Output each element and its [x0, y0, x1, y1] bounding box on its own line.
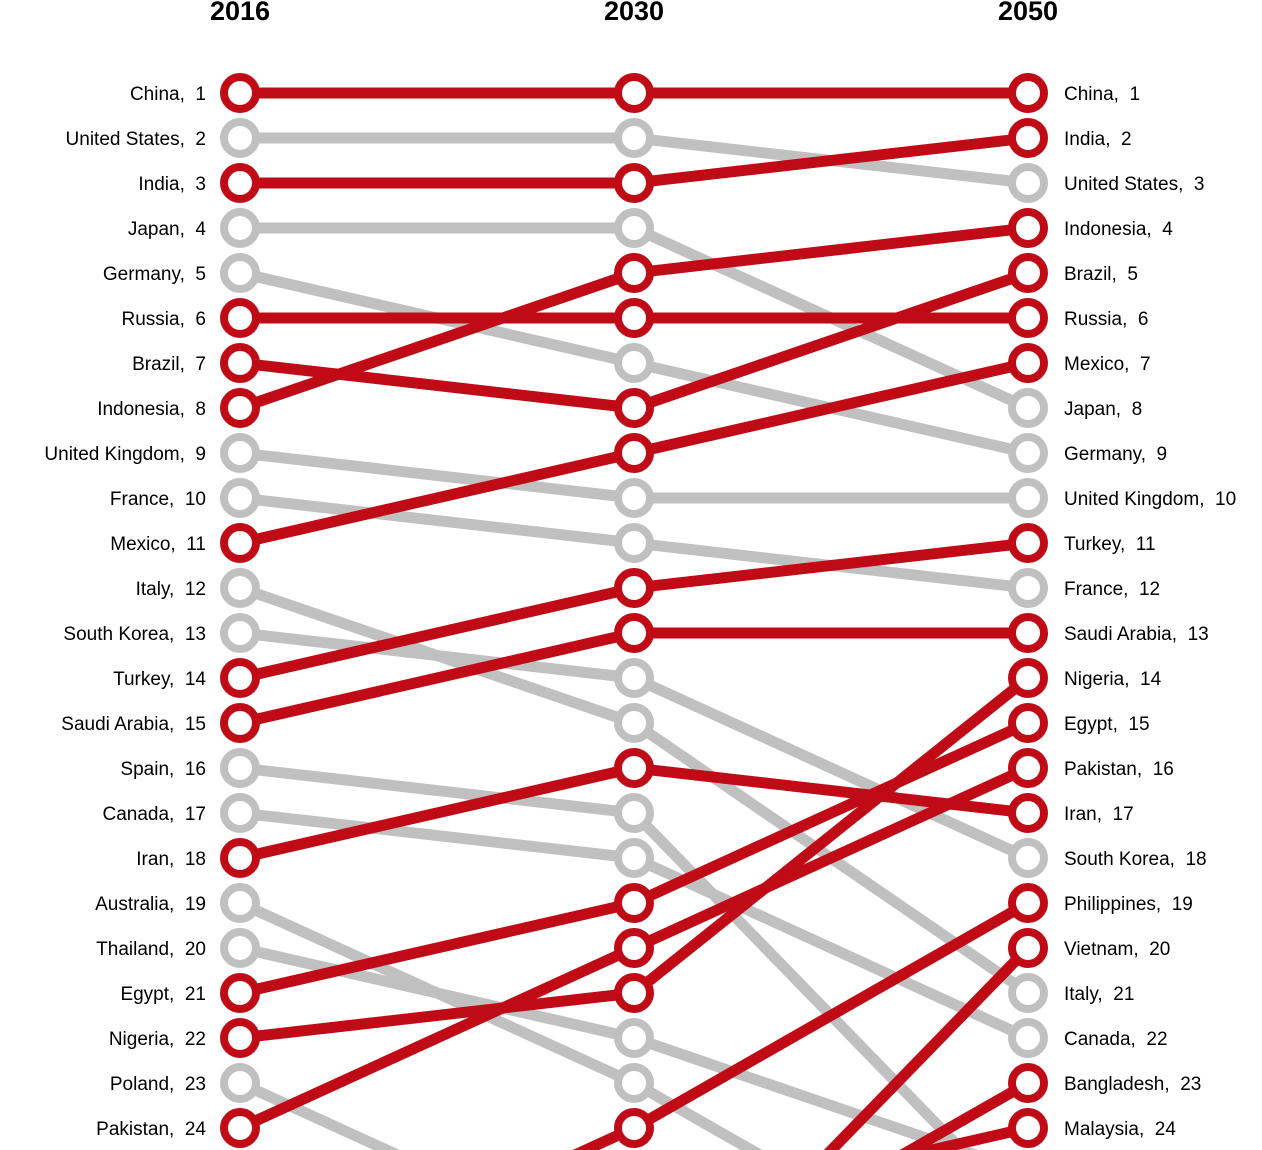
- point-pakistan-2050: [1012, 752, 1044, 784]
- point-india-2030: [618, 167, 650, 199]
- point-turkey-2016: [224, 662, 256, 694]
- point-united-states-2050: [1012, 167, 1044, 199]
- point-turkey-2030: [618, 572, 650, 604]
- point-vietnam-2050: [1012, 932, 1044, 964]
- point-italy-2050: [1012, 977, 1044, 1009]
- point-china-2050: [1012, 77, 1044, 109]
- label-2016-nigeria: Nigeria, 22: [108, 1029, 206, 1050]
- point-poland-2016: [224, 1067, 256, 1099]
- point-egypt-2050: [1012, 707, 1044, 739]
- series-line-south-korea-2016-2030: [240, 633, 634, 678]
- label-2016-iran: Iran, 18: [136, 849, 206, 870]
- point-saudi-arabia-2050: [1012, 617, 1044, 649]
- year-header-2050: 2050: [997, 0, 1059, 26]
- point-china-2030: [618, 77, 650, 109]
- point-canada-2016: [224, 797, 256, 829]
- label-2050-turkey: Turkey, 11: [1064, 534, 1156, 555]
- point-pakistan-2030: [618, 932, 650, 964]
- point-france-2016: [224, 482, 256, 514]
- label-2016-italy: Italy, 12: [135, 579, 206, 600]
- point-nigeria-2030: [618, 977, 650, 1009]
- point-bangladesh-2050: [1012, 1067, 1044, 1099]
- point-south-korea-2016: [224, 617, 256, 649]
- series-line-turkey-2016-2030: [240, 588, 634, 678]
- point-pakistan-2016: [224, 1112, 256, 1144]
- point-iran-2016: [224, 842, 256, 874]
- point-thailand-2016: [224, 932, 256, 964]
- point-nigeria-2050: [1012, 662, 1044, 694]
- label-2050-mexico: Mexico, 7: [1064, 354, 1151, 375]
- point-france-2050: [1012, 572, 1044, 604]
- series-line-mexico-2016-2030: [240, 453, 634, 543]
- series-line-canada-2016-2030: [240, 813, 634, 858]
- label-2050-egypt: Egypt, 15: [1064, 714, 1150, 735]
- label-2016-russia: Russia, 6: [121, 309, 206, 330]
- point-australia-2030: [618, 1067, 650, 1099]
- label-2050-south-korea: South Korea, 18: [1064, 849, 1207, 870]
- point-russia-2050: [1012, 302, 1044, 334]
- label-2050-italy: Italy, 21: [1064, 984, 1135, 1005]
- label-2050-saudi-arabia: Saudi Arabia, 13: [1064, 624, 1209, 645]
- label-2016-indonesia: Indonesia, 8: [97, 399, 206, 420]
- point-philippines-2050: [1012, 887, 1044, 919]
- point-russia-2016: [224, 302, 256, 334]
- point-indonesia-2050: [1012, 212, 1044, 244]
- point-egypt-2016: [224, 977, 256, 1009]
- point-united-kingdom-2030: [618, 482, 650, 514]
- point-indonesia-2030: [618, 257, 650, 289]
- label-2016-india: India, 3: [138, 174, 206, 195]
- point-germany-2030: [618, 347, 650, 379]
- label-2050-united-kingdom: United Kingdom, 10: [1064, 489, 1237, 510]
- label-2050-indonesia: Indonesia, 4: [1064, 219, 1173, 240]
- series-line-saudi-arabia-2016-2030: [240, 633, 634, 723]
- point-south-korea-2030: [618, 662, 650, 694]
- point-australia-2016: [224, 887, 256, 919]
- point-germany-2050: [1012, 437, 1044, 469]
- label-2016-pakistan: Pakistan, 24: [96, 1119, 206, 1140]
- point-brazil-2016: [224, 347, 256, 379]
- label-2050-russia: Russia, 6: [1064, 309, 1149, 330]
- series-line-united-kingdom-2016-2030: [240, 453, 634, 498]
- point-saudi-arabia-2030: [618, 617, 650, 649]
- label-2050-germany: Germany, 9: [1064, 444, 1168, 465]
- point-canada-2050: [1012, 1022, 1044, 1054]
- point-spain-2016: [224, 752, 256, 784]
- label-2050-brazil: Brazil, 5: [1064, 264, 1138, 285]
- point-mexico-2016: [224, 527, 256, 559]
- label-2016-united-states: United States, 2: [65, 129, 206, 150]
- label-2016-japan: Japan, 4: [127, 219, 206, 240]
- label-2050-malaysia: Malaysia, 24: [1064, 1119, 1176, 1140]
- series-line-philippines-2016-2030: [240, 1128, 634, 1150]
- point-indonesia-2016: [224, 392, 256, 424]
- point-mexico-2050: [1012, 347, 1044, 379]
- label-2050-bangladesh: Bangladesh, 23: [1064, 1074, 1202, 1095]
- point-iran-2030: [618, 752, 650, 784]
- point-thailand-2030: [618, 1022, 650, 1054]
- point-mexico-2030: [618, 437, 650, 469]
- point-japan-2050: [1012, 392, 1044, 424]
- label-2016-china: China, 1: [129, 84, 206, 105]
- label-2016-australia: Australia, 19: [95, 894, 206, 915]
- label-2016-france: France, 10: [109, 489, 206, 510]
- point-saudi-arabia-2016: [224, 707, 256, 739]
- series-line-brazil-2030-2050: [634, 273, 1028, 408]
- label-2016-thailand: Thailand, 20: [96, 939, 206, 960]
- label-2050-china: China, 1: [1064, 84, 1141, 105]
- label-2050-japan: Japan, 8: [1064, 399, 1143, 420]
- point-germany-2016: [224, 257, 256, 289]
- label-2050-canada: Canada, 22: [1064, 1029, 1168, 1050]
- point-iran-2050: [1012, 797, 1044, 829]
- point-france-2030: [618, 527, 650, 559]
- point-egypt-2030: [618, 887, 650, 919]
- year-header-2016: 2016: [209, 0, 271, 26]
- point-italy-2030: [618, 707, 650, 739]
- point-japan-2030: [618, 212, 650, 244]
- point-russia-2030: [618, 302, 650, 334]
- point-india-2050: [1012, 122, 1044, 154]
- label-2016-egypt: Egypt, 21: [120, 984, 206, 1005]
- label-2050-nigeria: Nigeria, 14: [1064, 669, 1162, 690]
- label-2016-brazil: Brazil, 7: [132, 354, 206, 375]
- label-2050-philippines: Philippines, 19: [1064, 894, 1193, 915]
- year-headers-group: [210, 0, 1058, 26]
- label-2016-mexico: Mexico, 11: [110, 534, 206, 555]
- point-brazil-2050: [1012, 257, 1044, 289]
- label-2050-pakistan: Pakistan, 16: [1064, 759, 1174, 780]
- point-japan-2016: [224, 212, 256, 244]
- point-malaysia-2050: [1012, 1112, 1044, 1144]
- label-2050-india: India, 2: [1064, 129, 1132, 150]
- label-2016-united-kingdom: United Kingdom, 9: [44, 444, 206, 465]
- label-2016-south-korea: South Korea, 13: [63, 624, 206, 645]
- series-line-iran-2016-2030: [240, 768, 634, 858]
- point-united-kingdom-2050: [1012, 482, 1044, 514]
- point-china-2016: [224, 77, 256, 109]
- label-2016-turkey: Turkey, 14: [113, 669, 206, 690]
- label-2016-spain: Spain, 16: [120, 759, 206, 780]
- label-2016-canada: Canada, 17: [102, 804, 206, 825]
- series-line-spain-2016-2030: [240, 768, 634, 813]
- label-2050-iran: Iran, 17: [1064, 804, 1134, 825]
- series-line-thailand-2016-2030: [240, 948, 634, 1038]
- point-united-states-2030: [618, 122, 650, 154]
- series-line-egypt-2030-2050: [634, 723, 1028, 903]
- label-2050-vietnam: Vietnam, 20: [1064, 939, 1171, 960]
- year-header-2030: 2030: [603, 0, 665, 26]
- point-united-states-2016: [224, 122, 256, 154]
- point-spain-2030: [618, 797, 650, 829]
- label-2016-poland: Poland, 23: [109, 1074, 206, 1095]
- point-turkey-2050: [1012, 527, 1044, 559]
- label-2016-germany: Germany, 5: [102, 264, 206, 285]
- point-nigeria-2016: [224, 1022, 256, 1054]
- label-2050-france: France, 12: [1064, 579, 1161, 600]
- point-india-2016: [224, 167, 256, 199]
- series-line-poland-2016-2030: [240, 1083, 634, 1150]
- series-line-nigeria-2016-2030: [240, 993, 634, 1038]
- series-line-france-2016-2030: [240, 498, 634, 543]
- point-south-korea-2050: [1012, 842, 1044, 874]
- point-italy-2016: [224, 572, 256, 604]
- point-canada-2030: [618, 842, 650, 874]
- label-2050-united-states: United States, 3: [1064, 174, 1205, 195]
- point-brazil-2030: [618, 392, 650, 424]
- point-united-kingdom-2016: [224, 437, 256, 469]
- point-philippines-2030: [618, 1112, 650, 1144]
- label-2016-saudi-arabia: Saudi Arabia, 15: [61, 714, 206, 735]
